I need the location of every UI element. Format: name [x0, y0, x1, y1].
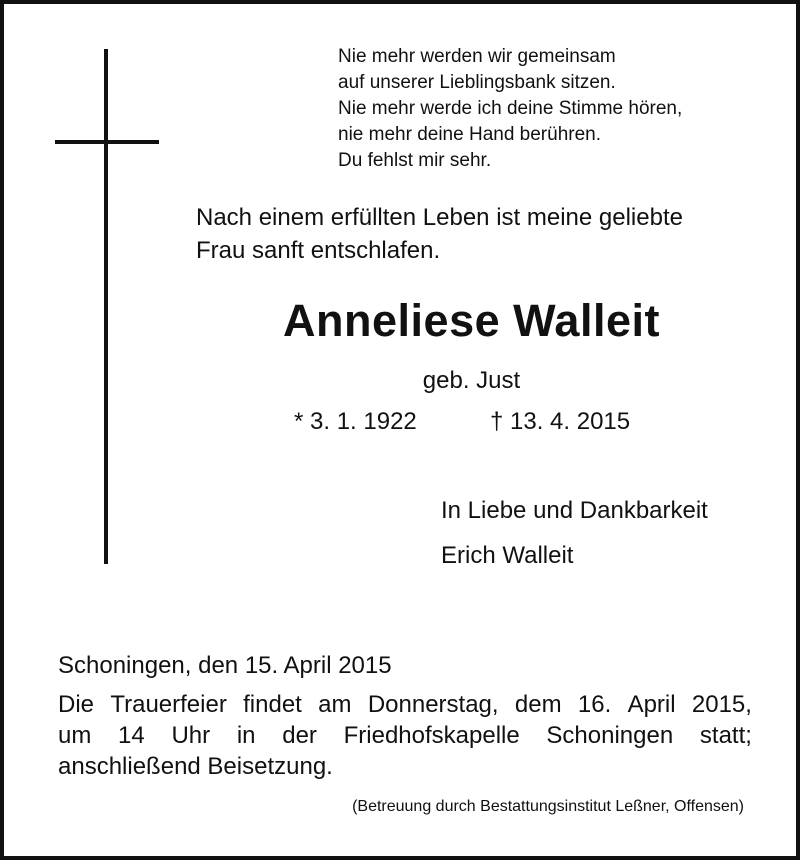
funeral-word: Donnerstag,: [367, 691, 499, 718]
funeral-word: der: [282, 722, 317, 749]
funeral-word: 16.: [577, 691, 612, 718]
funeral-line: [58, 720, 752, 751]
funeral-word: statt;: [699, 722, 752, 749]
death-date: † 13. 4. 2015: [490, 408, 631, 435]
funeral-word: am: [318, 691, 352, 718]
funeral-line: [58, 689, 752, 720]
cross-icon-horizontal-bar: [55, 140, 159, 144]
funeral-word: Schoningen: [546, 722, 674, 749]
funeral-word: April: [627, 691, 676, 718]
funeral-word: um: [58, 722, 92, 749]
funeral-word: Trauerfeier: [110, 691, 227, 718]
signature-name: Erich Walleit: [441, 542, 574, 569]
maiden-name: geb. Just: [422, 367, 521, 394]
funeral-word: Die: [58, 691, 95, 718]
poem-verse: [338, 44, 768, 174]
poem-line: Nie mehr werde ich deine Stimme hören,: [338, 98, 683, 119]
poem-line: nie mehr deine Hand berühren.: [338, 124, 602, 145]
funeral-home-credit: (Betreuung durch Bestattungsinstitut Leßner, Offensen): [352, 798, 744, 815]
intro-text: [196, 201, 766, 267]
funeral-details: [58, 689, 752, 782]
funeral-word: in: [236, 722, 256, 749]
funeral-line: anschließend Beisetzung.: [58, 753, 333, 780]
funeral-word: findet: [243, 691, 302, 718]
signature-dedication: In Liebe und Dankbarkeit: [441, 497, 708, 524]
funeral-word: dem: [514, 691, 562, 718]
funeral-word: Uhr: [171, 722, 211, 749]
poem-line: Nie mehr werden wir gemeinsam: [338, 46, 616, 67]
funeral-word: 14: [118, 722, 145, 749]
intro-line: Frau sanft entschlafen.: [196, 237, 441, 264]
birth-date: * 3. 1. 1922: [294, 408, 417, 435]
funeral-word: 2015,: [691, 691, 752, 718]
intro-line: Nach einem erfüllten Leben ist meine geliebte: [196, 204, 683, 231]
funeral-word: Friedhofskapelle: [343, 722, 520, 749]
place-and-date: Schoningen, den 15. April 2015: [58, 652, 392, 679]
deceased-name: Anneliese Walleit: [283, 295, 660, 346]
poem-line: Du fehlst mir sehr.: [338, 150, 492, 171]
poem-line: auf unserer Lieblingsbank sitzen.: [338, 72, 616, 93]
